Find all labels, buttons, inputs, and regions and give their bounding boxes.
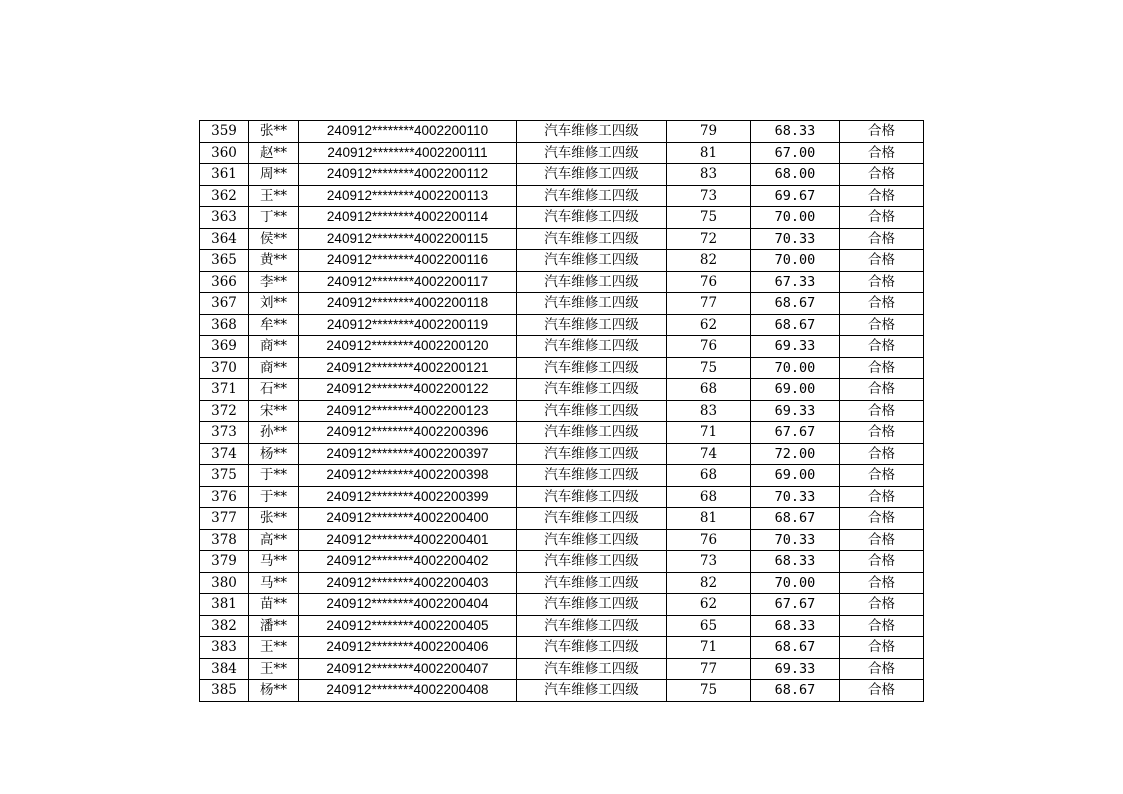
cell-occupation: 汽车维修工四级 — [517, 572, 667, 594]
cell-name: 王** — [249, 658, 299, 680]
cell-name: 孙** — [249, 422, 299, 444]
cell-id-number: 240912********4002200397 — [299, 443, 517, 465]
cell-score-theory: 68 — [667, 465, 751, 487]
cell-number: 372 — [200, 400, 249, 422]
cell-score-practical: 70.00 — [751, 250, 840, 272]
cell-occupation: 汽车维修工四级 — [517, 508, 667, 530]
table-row — [200, 615, 924, 637]
cell-id-number: 240912********4002200407 — [299, 658, 517, 680]
cell-occupation: 汽车维修工四级 — [517, 271, 667, 293]
table-row — [200, 336, 924, 358]
cell-name: 苗** — [249, 594, 299, 616]
cell-occupation: 汽车维修工四级 — [517, 336, 667, 358]
cell-score-theory: 77 — [667, 293, 751, 315]
cell-name: 潘** — [249, 615, 299, 637]
cell-name: 王** — [249, 185, 299, 207]
cell-id-number: 240912********4002200401 — [299, 529, 517, 551]
cell-score-practical: 68.33 — [751, 615, 840, 637]
cell-result: 合格 — [840, 551, 924, 573]
cell-result: 合格 — [840, 228, 924, 250]
cell-result: 合格 — [840, 271, 924, 293]
cell-id-number: 240912********4002200402 — [299, 551, 517, 573]
table-row — [200, 357, 924, 379]
cell-score-practical: 67.67 — [751, 594, 840, 616]
cell-score-practical: 70.00 — [751, 572, 840, 594]
table-row — [200, 293, 924, 315]
cell-score-theory: 75 — [667, 207, 751, 229]
table-row — [200, 529, 924, 551]
cell-name: 于** — [249, 486, 299, 508]
cell-occupation: 汽车维修工四级 — [517, 615, 667, 637]
cell-name: 李** — [249, 271, 299, 293]
cell-id-number: 240912********4002200403 — [299, 572, 517, 594]
cell-score-theory: 76 — [667, 336, 751, 358]
cell-occupation: 汽车维修工四级 — [517, 529, 667, 551]
cell-id-number: 240912********4002200399 — [299, 486, 517, 508]
cell-result: 合格 — [840, 572, 924, 594]
cell-id-number: 240912********4002200114 — [299, 207, 517, 229]
cell-name: 高** — [249, 529, 299, 551]
cell-result: 合格 — [840, 658, 924, 680]
cell-occupation: 汽车维修工四级 — [517, 164, 667, 186]
cell-score-theory: 73 — [667, 185, 751, 207]
table-row — [200, 572, 924, 594]
cell-id-number: 240912********4002200120 — [299, 336, 517, 358]
table-row — [200, 228, 924, 250]
cell-score-practical: 69.33 — [751, 336, 840, 358]
cell-occupation: 汽车维修工四级 — [517, 594, 667, 616]
cell-occupation: 汽车维修工四级 — [517, 207, 667, 229]
cell-number: 370 — [200, 357, 249, 379]
cell-number: 361 — [200, 164, 249, 186]
cell-score-theory: 76 — [667, 529, 751, 551]
cell-occupation: 汽车维修工四级 — [517, 551, 667, 573]
cell-score-practical: 68.67 — [751, 293, 840, 315]
cell-score-practical: 69.33 — [751, 400, 840, 422]
cell-score-practical: 69.33 — [751, 658, 840, 680]
cell-name: 张** — [249, 121, 299, 143]
table-row — [200, 142, 924, 164]
cell-id-number: 240912********4002200408 — [299, 680, 517, 702]
cell-number: 359 — [200, 121, 249, 143]
cell-score-practical: 69.67 — [751, 185, 840, 207]
cell-score-practical: 68.67 — [751, 637, 840, 659]
cell-score-practical: 68.33 — [751, 551, 840, 573]
cell-name: 黄** — [249, 250, 299, 272]
cell-score-theory: 75 — [667, 680, 751, 702]
cell-id-number: 240912********4002200115 — [299, 228, 517, 250]
cell-score-theory: 83 — [667, 400, 751, 422]
cell-name: 张** — [249, 508, 299, 530]
cell-occupation: 汽车维修工四级 — [517, 465, 667, 487]
cell-score-theory: 81 — [667, 142, 751, 164]
cell-score-theory: 79 — [667, 121, 751, 143]
cell-occupation: 汽车维修工四级 — [517, 228, 667, 250]
cell-id-number: 240912********4002200112 — [299, 164, 517, 186]
cell-id-number: 240912********4002200110 — [299, 121, 517, 143]
cell-result: 合格 — [840, 357, 924, 379]
cell-occupation: 汽车维修工四级 — [517, 422, 667, 444]
cell-occupation: 汽车维修工四级 — [517, 443, 667, 465]
cell-result: 合格 — [840, 637, 924, 659]
table-row — [200, 637, 924, 659]
cell-number: 384 — [200, 658, 249, 680]
cell-id-number: 240912********4002200404 — [299, 594, 517, 616]
cell-result: 合格 — [840, 422, 924, 444]
cell-name: 马** — [249, 551, 299, 573]
cell-score-practical: 72.00 — [751, 443, 840, 465]
results-table-body — [200, 121, 924, 702]
cell-number: 367 — [200, 293, 249, 315]
cell-result: 合格 — [840, 615, 924, 637]
table-row — [200, 658, 924, 680]
cell-number: 364 — [200, 228, 249, 250]
cell-id-number: 240912********4002200406 — [299, 637, 517, 659]
cell-id-number: 240912********4002200113 — [299, 185, 517, 207]
cell-name: 牟** — [249, 314, 299, 336]
cell-score-theory: 72 — [667, 228, 751, 250]
cell-score-theory: 68 — [667, 379, 751, 401]
cell-score-practical: 67.33 — [751, 271, 840, 293]
cell-occupation: 汽车维修工四级 — [517, 293, 667, 315]
cell-score-practical: 68.00 — [751, 164, 840, 186]
cell-result: 合格 — [840, 121, 924, 143]
cell-id-number: 240912********4002200123 — [299, 400, 517, 422]
cell-result: 合格 — [840, 486, 924, 508]
cell-score-practical: 67.00 — [751, 142, 840, 164]
cell-number: 385 — [200, 680, 249, 702]
cell-occupation: 汽车维修工四级 — [517, 637, 667, 659]
cell-score-practical: 70.33 — [751, 529, 840, 551]
cell-score-practical: 68.67 — [751, 680, 840, 702]
cell-score-theory: 68 — [667, 486, 751, 508]
cell-occupation: 汽车维修工四级 — [517, 379, 667, 401]
cell-number: 379 — [200, 551, 249, 573]
results-table — [199, 120, 924, 702]
cell-score-theory: 73 — [667, 551, 751, 573]
cell-name: 丁** — [249, 207, 299, 229]
cell-score-practical: 67.67 — [751, 422, 840, 444]
cell-number: 375 — [200, 465, 249, 487]
cell-id-number: 240912********4002200116 — [299, 250, 517, 272]
table-row — [200, 271, 924, 293]
table-row — [200, 314, 924, 336]
table-row — [200, 443, 924, 465]
cell-name: 商** — [249, 357, 299, 379]
table-row — [200, 551, 924, 573]
cell-id-number: 240912********4002200122 — [299, 379, 517, 401]
cell-occupation: 汽车维修工四级 — [517, 680, 667, 702]
cell-name: 马** — [249, 572, 299, 594]
table-row — [200, 250, 924, 272]
cell-result: 合格 — [840, 142, 924, 164]
cell-score-theory: 65 — [667, 615, 751, 637]
cell-name: 杨** — [249, 443, 299, 465]
table-row — [200, 185, 924, 207]
cell-score-theory: 62 — [667, 594, 751, 616]
cell-result: 合格 — [840, 680, 924, 702]
cell-occupation: 汽车维修工四级 — [517, 400, 667, 422]
cell-score-theory: 75 — [667, 357, 751, 379]
cell-score-practical: 70.33 — [751, 228, 840, 250]
cell-result: 合格 — [840, 379, 924, 401]
cell-score-theory: 71 — [667, 637, 751, 659]
cell-number: 369 — [200, 336, 249, 358]
cell-number: 376 — [200, 486, 249, 508]
cell-number: 382 — [200, 615, 249, 637]
cell-score-theory: 81 — [667, 508, 751, 530]
cell-name: 周** — [249, 164, 299, 186]
table-row — [200, 465, 924, 487]
table-row — [200, 486, 924, 508]
cell-occupation: 汽车维修工四级 — [517, 185, 667, 207]
cell-number: 381 — [200, 594, 249, 616]
cell-id-number: 240912********4002200121 — [299, 357, 517, 379]
cell-score-practical: 68.67 — [751, 508, 840, 530]
cell-id-number: 240912********4002200111 — [299, 142, 517, 164]
table-row — [200, 508, 924, 530]
cell-occupation: 汽车维修工四级 — [517, 121, 667, 143]
cell-number: 374 — [200, 443, 249, 465]
cell-result: 合格 — [840, 164, 924, 186]
cell-result: 合格 — [840, 400, 924, 422]
cell-score-theory: 62 — [667, 314, 751, 336]
cell-number: 366 — [200, 271, 249, 293]
cell-name: 于** — [249, 465, 299, 487]
cell-number: 378 — [200, 529, 249, 551]
cell-occupation: 汽车维修工四级 — [517, 250, 667, 272]
cell-result: 合格 — [840, 293, 924, 315]
cell-number: 380 — [200, 572, 249, 594]
cell-score-practical: 69.00 — [751, 379, 840, 401]
cell-result: 合格 — [840, 465, 924, 487]
table-row — [200, 680, 924, 702]
cell-name: 赵** — [249, 142, 299, 164]
cell-result: 合格 — [840, 336, 924, 358]
cell-score-practical: 70.00 — [751, 207, 840, 229]
cell-result: 合格 — [840, 508, 924, 530]
cell-score-theory: 82 — [667, 572, 751, 594]
table-row — [200, 379, 924, 401]
cell-occupation: 汽车维修工四级 — [517, 357, 667, 379]
cell-score-practical: 68.67 — [751, 314, 840, 336]
cell-number: 368 — [200, 314, 249, 336]
cell-name: 杨** — [249, 680, 299, 702]
cell-result: 合格 — [840, 594, 924, 616]
cell-score-theory: 77 — [667, 658, 751, 680]
cell-number: 365 — [200, 250, 249, 272]
table-row — [200, 121, 924, 143]
table-row — [200, 422, 924, 444]
cell-id-number: 240912********4002200117 — [299, 271, 517, 293]
cell-id-number: 240912********4002200398 — [299, 465, 517, 487]
cell-score-practical: 69.00 — [751, 465, 840, 487]
cell-id-number: 240912********4002200118 — [299, 293, 517, 315]
cell-occupation: 汽车维修工四级 — [517, 142, 667, 164]
cell-number: 363 — [200, 207, 249, 229]
cell-score-theory: 71 — [667, 422, 751, 444]
cell-name: 宋** — [249, 400, 299, 422]
cell-result: 合格 — [840, 314, 924, 336]
cell-occupation: 汽车维修工四级 — [517, 486, 667, 508]
cell-score-theory: 83 — [667, 164, 751, 186]
cell-score-theory: 74 — [667, 443, 751, 465]
cell-score-practical: 70.00 — [751, 357, 840, 379]
cell-result: 合格 — [840, 185, 924, 207]
cell-result: 合格 — [840, 207, 924, 229]
cell-occupation: 汽车维修工四级 — [517, 314, 667, 336]
cell-name: 刘** — [249, 293, 299, 315]
table-row — [200, 594, 924, 616]
cell-number: 383 — [200, 637, 249, 659]
table-row — [200, 207, 924, 229]
cell-number: 373 — [200, 422, 249, 444]
cell-name: 石** — [249, 379, 299, 401]
cell-name: 商** — [249, 336, 299, 358]
cell-number: 362 — [200, 185, 249, 207]
table-row — [200, 164, 924, 186]
cell-id-number: 240912********4002200396 — [299, 422, 517, 444]
cell-name: 侯** — [249, 228, 299, 250]
cell-result: 合格 — [840, 443, 924, 465]
cell-result: 合格 — [840, 529, 924, 551]
table-row — [200, 400, 924, 422]
cell-number: 360 — [200, 142, 249, 164]
cell-score-practical: 68.33 — [751, 121, 840, 143]
cell-number: 377 — [200, 508, 249, 530]
cell-id-number: 240912********4002200119 — [299, 314, 517, 336]
cell-result: 合格 — [840, 250, 924, 272]
cell-number: 371 — [200, 379, 249, 401]
cell-score-theory: 82 — [667, 250, 751, 272]
cell-score-practical: 70.33 — [751, 486, 840, 508]
cell-id-number: 240912********4002200400 — [299, 508, 517, 530]
cell-occupation: 汽车维修工四级 — [517, 658, 667, 680]
cell-id-number: 240912********4002200405 — [299, 615, 517, 637]
cell-name: 王** — [249, 637, 299, 659]
cell-score-theory: 76 — [667, 271, 751, 293]
